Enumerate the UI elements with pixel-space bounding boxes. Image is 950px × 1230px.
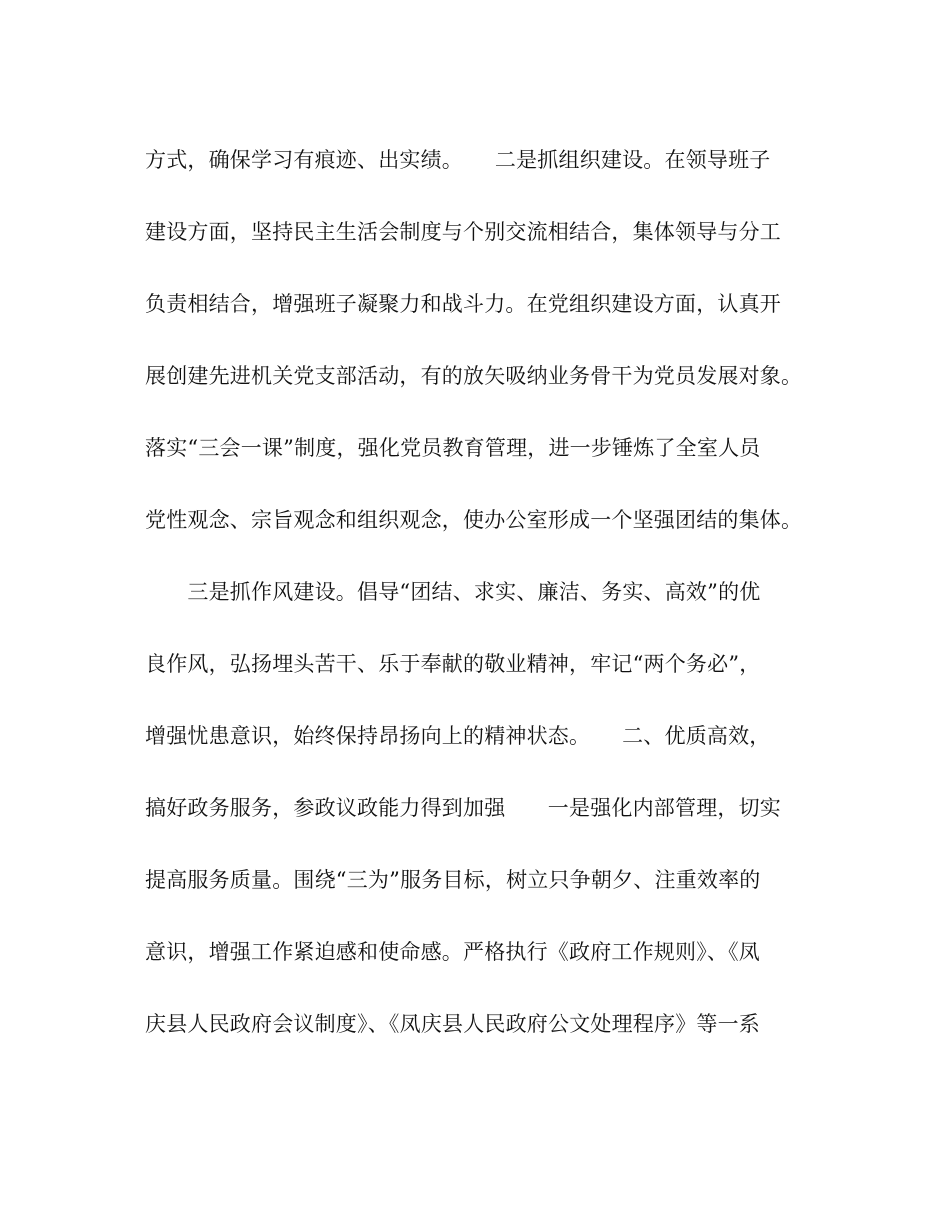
text-line: 党性观念、宗旨观念和组织观念，使办公室形成一个坚强团结的集体。 bbox=[145, 508, 803, 532]
text-line: 庆县人民政府会议制度》、《凤庆县人民政府公文处理程序》等一系 bbox=[145, 1012, 760, 1036]
text-line: 增强忧患意识，始终保持昂扬向上的精神状态。 二、优质高效， bbox=[145, 724, 771, 748]
body-text bbox=[145, 138, 805, 1074]
text-line: 方式，确保学习有痕迹、出实绩。 二是抓组织建设。在领导班子 bbox=[145, 148, 771, 172]
text-line: 建设方面，坚持民主生活会制度与个别交流相结合，集体领导与分工 bbox=[145, 220, 781, 244]
text-line: 展创建先进机关党支部活动，有的放矢吸纳业务骨干为党员发展对象。 bbox=[145, 364, 803, 388]
text-line: 负责相结合，增强班子凝聚力和战斗力。在党组织建设方面，认真开 bbox=[145, 292, 781, 316]
text-line: 提高服务质量。围绕“三为”服务目标，树立只争朝夕、注重效率的 bbox=[145, 868, 761, 892]
text-line: 落实“三会一课”制度，强化党员教育管理，进一步锤炼了全室人员 bbox=[145, 436, 761, 460]
text-line: 意识，增强工作紧迫感和使命感。严格执行《政府工作规则》、《凤 bbox=[145, 940, 760, 964]
text-line: 搞好政务服务，参政议政能力得到加强 一是强化内部管理，切实 bbox=[145, 796, 781, 820]
text-line: 三是抓作风建设。倡导“团结、求实、廉洁、务实、高效”的优 bbox=[145, 580, 761, 604]
text-line: 良作风，弘扬埋头苦干、乐于奉献的敬业精神，牢记“两个务必”， bbox=[145, 652, 761, 676]
